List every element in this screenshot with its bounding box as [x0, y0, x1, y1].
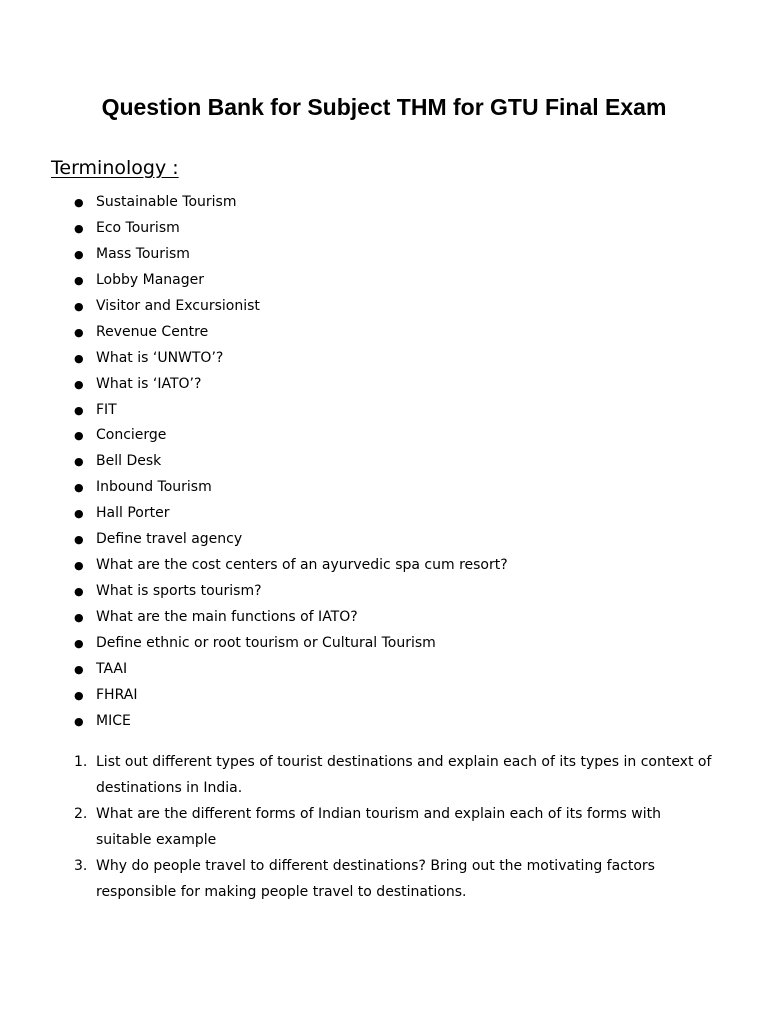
bullet-icon: ●	[74, 273, 84, 287]
list-item-text: What is ‘UNWTO’?	[96, 349, 224, 366]
question-number: 1.	[74, 754, 88, 770]
question-text: Why do people travel to different destinations? Bring out the motivating factors responsible for making people travel to destinations.	[96, 858, 655, 900]
list-item-text: Eco Tourism	[96, 219, 180, 236]
bullet-icon: ●	[74, 481, 84, 495]
list-item-text: What are the cost centers of an ayurvedic spa cum resort?	[96, 557, 508, 574]
list-item-text: Visitor and Excursionist	[96, 297, 260, 314]
list-item	[0, 553, 768, 579]
list-item	[0, 709, 768, 735]
bullet-icon: ●	[74, 247, 84, 261]
list-item	[0, 605, 768, 631]
list-item	[0, 398, 768, 424]
bullet-icon: ●	[74, 325, 84, 339]
list-item-text: What is sports tourism?	[96, 583, 262, 600]
list-item-text: What is ‘IATO’?	[96, 375, 202, 392]
question-text: List out different types of tourist destinations and explain each of its types in context of destinations in India.	[96, 754, 712, 796]
list-item-text: Define travel agency	[96, 531, 243, 548]
list-item-text: What are the main functions of IATO?	[96, 609, 358, 625]
list-item-text: Hall Porter	[96, 505, 170, 522]
list-item	[0, 449, 768, 475]
list-item-text: Concierge	[96, 427, 167, 444]
bullet-icon: ●	[74, 688, 84, 702]
bullet-icon: ●	[74, 403, 84, 417]
bullet-icon: ●	[74, 221, 84, 235]
list-item	[0, 268, 768, 294]
list-item	[0, 294, 768, 320]
bullet-icon: ●	[74, 662, 84, 676]
bullet-icon: ●	[74, 299, 84, 313]
bullet-icon: ●	[74, 636, 84, 650]
list-item	[0, 579, 768, 605]
list-item-text: Inbound Tourism	[96, 479, 212, 496]
list-item	[0, 372, 768, 398]
bullet-icon: ●	[74, 533, 84, 547]
list-item-text: Revenue Centre	[96, 323, 209, 340]
bullet-icon: ●	[74, 585, 84, 599]
list-item-text: Bell Desk	[96, 453, 162, 470]
list-item	[0, 631, 768, 657]
list-item	[0, 683, 768, 709]
list-item-text: TAAI	[96, 660, 128, 677]
list-item	[0, 475, 768, 501]
list-item-text: FHRAI	[96, 686, 138, 703]
bullet-icon: ●	[74, 429, 84, 443]
section-heading-terminology: Terminology :	[51, 157, 179, 179]
list-item	[0, 346, 768, 372]
question-item	[0, 853, 768, 905]
page-title: Question Bank for Subject THM for GTU Final Exam	[101, 94, 667, 120]
question-number: 3.	[74, 858, 88, 874]
bullet-icon: ●	[74, 611, 84, 624]
list-item	[0, 423, 768, 449]
list-item	[0, 657, 768, 683]
question-text: What are the different forms of Indian tourism and explain each of its forms with suitable example	[96, 806, 662, 848]
list-item	[0, 320, 768, 346]
question-number: 2.	[74, 806, 88, 822]
terminology-list	[0, 190, 768, 735]
bullet-icon: ●	[74, 196, 84, 209]
list-item	[0, 501, 768, 527]
list-item-text: FIT	[96, 401, 117, 418]
list-item	[0, 190, 768, 216]
bullet-icon: ●	[74, 714, 84, 728]
list-item	[0, 242, 768, 268]
bullet-icon: ●	[74, 377, 84, 391]
list-item-text: MICE	[96, 712, 131, 729]
list-item-text: Define ethnic or root tourism or Cultural Tourism	[96, 634, 436, 651]
bullet-icon: ●	[74, 351, 84, 365]
bullet-icon: ●	[74, 507, 84, 521]
list-item-text: Lobby Manager	[96, 271, 204, 288]
question-item	[0, 801, 768, 853]
list-item-text: Sustainable Tourism	[96, 194, 237, 210]
question-item	[0, 749, 768, 801]
list-item-text: Mass Tourism	[96, 245, 190, 262]
bullet-icon: ●	[74, 559, 84, 573]
list-item	[0, 216, 768, 242]
bullet-icon: ●	[74, 455, 84, 469]
list-item	[0, 527, 768, 553]
questions-list	[0, 749, 768, 905]
